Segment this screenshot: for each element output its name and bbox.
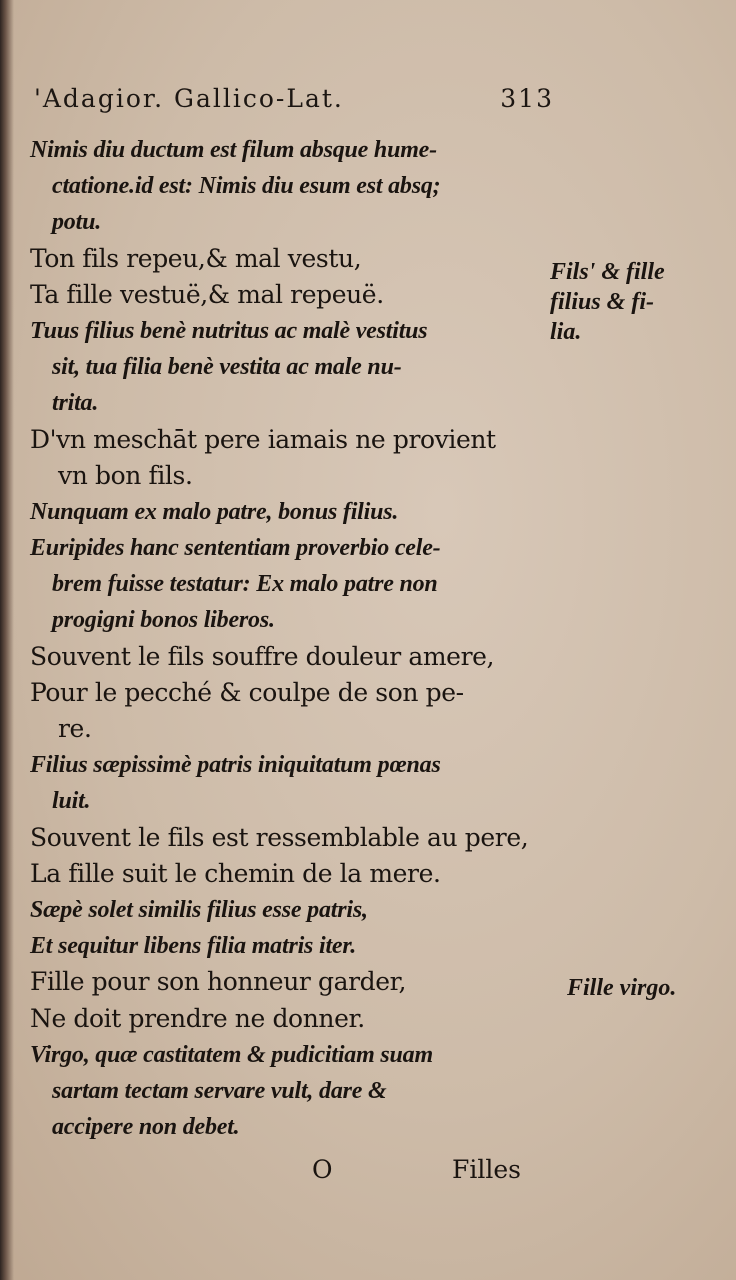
text-block	[30, 132, 550, 1145]
margin-note-line: filius & fi-	[550, 289, 655, 315]
french-verse-line: D'vn meschāt pere iamais ne provient	[30, 424, 496, 454]
french-verse-line: Ta fille vestuë,& mal repeuë.	[30, 279, 384, 309]
latin-text-line: Filius sæpissimè patris iniquitatum pœnas	[30, 752, 441, 779]
latin-text-line: progigni bonos liberos.	[52, 607, 275, 634]
latin-text-line: Nunquam ex malo patre, bonus filius.	[30, 498, 399, 525]
french-verse-line: Ne doit prendre ne donner.	[30, 1003, 365, 1033]
french-verse-line: Souvent le fils souffre douleur amere,	[30, 641, 495, 671]
latin-text-line: brem fuisse testatur: Ex malo patre non	[52, 571, 438, 598]
latin-text-line: Et sequitur libens filia matris iter.	[30, 933, 356, 960]
latin-text-line: accipere non debet.	[52, 1114, 240, 1141]
french-verse-line: Pour le pecché & coulpe de son pe-	[30, 677, 464, 707]
running-title: 'Adagior. Gallico-Lat.	[34, 84, 344, 113]
latin-text-line: sartam tectam servare vult, dare &	[52, 1077, 387, 1104]
signature-mark: O	[312, 1155, 333, 1184]
margin-note-fille-virgo: Fille virgo.	[567, 975, 677, 1001]
latin-text-line: trita.	[52, 390, 99, 417]
latin-text-line: Virgo, quæ castitatem & pudicitiam suam	[30, 1041, 433, 1068]
running-header	[34, 84, 554, 113]
french-verse-line: Ton fils repeu,& mal vestu,	[30, 243, 362, 273]
french-verse-line: re.	[58, 714, 92, 743]
margin-note-line: Fils' & fille	[550, 259, 665, 285]
french-verse-line: Fille pour son honneur garder,	[30, 967, 407, 997]
page-number: 313	[500, 84, 554, 113]
latin-text-line: Sæpè solet similis filius esse patris,	[30, 896, 368, 923]
latin-text-line: sit, tua filia benè vestita ac male nu-	[52, 354, 402, 381]
catchword: Filles	[452, 1155, 521, 1184]
latin-text-line: Nimis diu ductum est filum absque hume-	[30, 137, 437, 163]
latin-text-line: Euripides hanc sententiam proverbio cele-	[30, 535, 441, 562]
margin-note-line: lia.	[550, 319, 582, 345]
latin-text-line: Tuus filius benè nutritus ac malè vestitus	[30, 317, 428, 344]
margin-note-fils-fille	[550, 256, 665, 348]
latin-text-line: potu.	[52, 209, 102, 236]
french-verse-line: vn bon fils.	[58, 460, 193, 490]
french-verse-line: La fille suit le chemin de la mere.	[30, 858, 441, 888]
french-verse-line: Souvent le fils est ressemblable au pere,	[30, 822, 529, 852]
latin-text-line: luit.	[52, 788, 91, 815]
latin-text-line: ctatione.id est: Nimis diu esum est absq;	[52, 173, 441, 200]
